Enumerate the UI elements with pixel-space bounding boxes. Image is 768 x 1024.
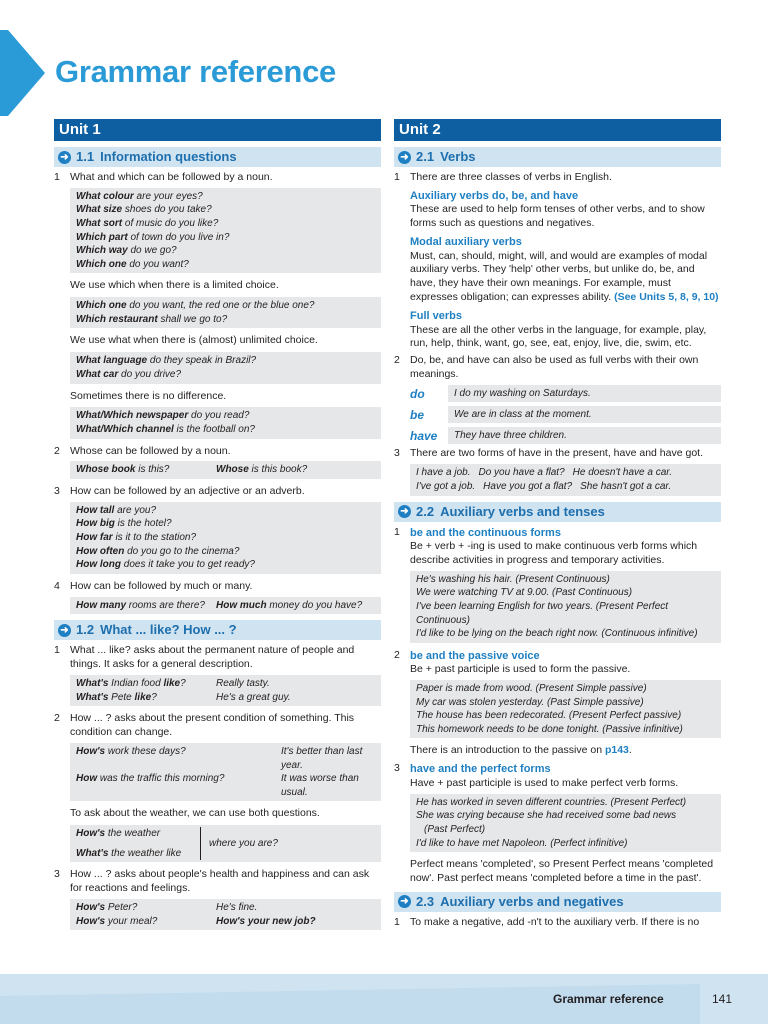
section-2-1-header: ➜ 2.1 Verbs (394, 147, 721, 167)
section-1-1-header (54, 147, 381, 167)
section-title: Verbs (440, 149, 476, 164)
example-box: He has worked in seven different countries. (Present Perfect) She was crying because she had received some bad news (Past Perfect) I'd like to have met Napoleon. (Perfect infinitive) (410, 794, 721, 852)
left-column (54, 119, 381, 936)
verb-row-do: do I do my washing on Saturdays. (410, 385, 721, 403)
paragraph: We use which when there is a limited choice. (70, 279, 279, 292)
example-box: Which one do you want, the red one or the blue one? Which restaurant shall we go to? (70, 297, 381, 328)
list-item: 3 have and the perfect forms Have + past participle is used to make perfect verb forms. (394, 762, 679, 789)
example-box: How's the weather What's the weather like where you are? (70, 825, 381, 862)
section-title: Information questions (100, 149, 237, 164)
paragraph: Perfect means 'completed', so Present Perfect means 'completed now'. Past perfect means 'completed before a time in the past'. (410, 858, 714, 884)
footer-label: Grammar reference (553, 992, 664, 1006)
list-item: 2 Do, be, and have can also be used as full verbs with their own meanings. (394, 354, 699, 381)
units-link[interactable]: (See Units 5, 8, 9, 10) (614, 291, 719, 304)
list-item: 1 To make a negative, add -n't to the auxiliary verb. If there is no (394, 915, 700, 928)
list-item: 1 What ... like? asks about the permanent nature of people and things. It asks for a general description. (54, 644, 355, 671)
example-box: He's washing his hair. (Present Continuous) We were watching TV at 9.00. (Past Continuous) I've been learning English for two years. (Present Perfect Continuous) I'd like to be lying on the beach right now. (Continuous infinitive) (410, 571, 721, 643)
arrow-right-icon: ➜ (398, 151, 411, 164)
example-box: What colour are your eyes? What size shoes do you take? What sort of music do you like? Which part of town do you live in? Which way do we go? Which one do you want? (70, 188, 381, 274)
arrow-right-icon: ➜ (58, 624, 71, 637)
verb-row-be: be We are in class at the moment. (410, 406, 721, 424)
paragraph: Sometimes there is no difference. (70, 389, 227, 402)
unit-1-header: Unit 1 (54, 119, 381, 141)
example-box: Whose book is this? Whose is this book? (70, 461, 381, 479)
section-2-3-header: ➜ 2.3 Auxiliary verbs and negatives (394, 892, 721, 912)
section-2-2-header: ➜ 2.2 Auxiliary verbs and tenses (394, 502, 721, 522)
list-item: 3 How can be followed by an adjective or an adverb. (54, 485, 305, 498)
example-box: How tall are you? How big is the hotel? How far is it to the station? How often do you go to the cinema? How long does it take you to get ready? (70, 502, 381, 574)
chevron-decoration-icon (0, 30, 45, 116)
section-title: Auxiliary verbs and tenses (440, 503, 605, 519)
example-box: I have a job. Do you have a flat? He doesn't have a car. I've got a job. Have you got a flat? She hasn't got a car. (410, 464, 721, 495)
subheading: Auxiliary verbs do, be, and have (410, 189, 579, 202)
example-box: How's Peter? He's fine. How's your meal? How's your new job? (70, 899, 381, 930)
paragraph: We use what when there is (almost) unlimited choice. (70, 334, 318, 347)
list-item: 3 How ... ? asks about people's health and happiness and can ask for reactions and feelings. (54, 868, 370, 895)
list-item: 2 How ... ? asks about the present condition of something. This condition can change. (54, 712, 355, 739)
example-box: How's work these days? It's better than last year. How was the traffic this morning? It was worse than usual. (70, 743, 381, 801)
arrow-right-icon: ➜ (398, 505, 411, 518)
verb-row-have: have They have three children. (410, 427, 721, 445)
example-box: What language do they speak in Brazil? What car do you drive? (70, 352, 381, 383)
example-box: How many rooms are there? How much money do you have? (70, 597, 381, 615)
example-box: What/Which newspaper do you read? What/Which channel is the football on? (70, 407, 381, 438)
list-item: 1 What and which can be followed by a noun. (54, 171, 273, 183)
unit-2-header: Unit 2 (394, 119, 721, 141)
subheading: Full verbs (410, 310, 462, 323)
arrow-right-icon: ➜ (58, 151, 71, 164)
paragraph: There is an introduction to the passive on p143. (410, 744, 632, 757)
page-number: 141 (712, 992, 733, 1006)
list-item: 2 be and the passive voice Be + past participle is used to form the passive. (394, 648, 631, 676)
subheading: Modal auxiliary verbs (410, 236, 522, 249)
section-title: Auxiliary verbs and negatives (440, 893, 624, 909)
list-item: 3 There are two forms of have in the present, have and have got. (394, 447, 704, 460)
list-item: 1 be and the continuous forms Be + verb + -ing is used to make continuous verb forms which describe activities in progress and temporary activities. (394, 525, 698, 566)
arrow-right-icon: ➜ (398, 895, 411, 908)
list-item: 4 How can be followed by much or many. (54, 579, 253, 592)
section-number: 1.1 (76, 149, 95, 164)
paragraph: To ask about the weather, we can use both questions. (70, 807, 320, 820)
section-1-2-header: ➜ 1.2 What ... like? How ... ? (54, 620, 381, 640)
list-item: 2 Whose can be followed by a noun. (54, 444, 231, 457)
page-title: Grammar reference (55, 54, 336, 89)
list-item: 1 There are three classes of verbs in English. Auxiliary verbs do, be, and have These are used to help form tenses of other verbs, and to show forms such as questions and negatives. Modal auxiliary verbs Must, can, should, might, will, and would are examples of modal auxiliary verbs. They 'help' other verbs, but unlike do, be, and have, they have their own meanings. For example, must expresses obligation; can expresses ability. (See Units 5, 8, 9, 10) Full verbs These are all the other verbs in the language, for example, play, run, help, think, want, go, see, eat, enjoy, live, die, swim, etc. (394, 171, 721, 351)
example-box: Paper is made from wood. (Present Simple passive) My car was stolen yesterday. (Past Simple passive) The house has been redecorated. (Present Perfect passive) This homework needs to be done tonight. (Passive infinitive) (410, 680, 721, 738)
page-link[interactable]: p143 (604, 744, 629, 757)
section-title: What ... like? How ... ? (100, 622, 237, 638)
right-column (394, 119, 721, 933)
example-box: What's Indian food like? Really tasty. What's Pete like? He's a great guy. (70, 675, 381, 706)
